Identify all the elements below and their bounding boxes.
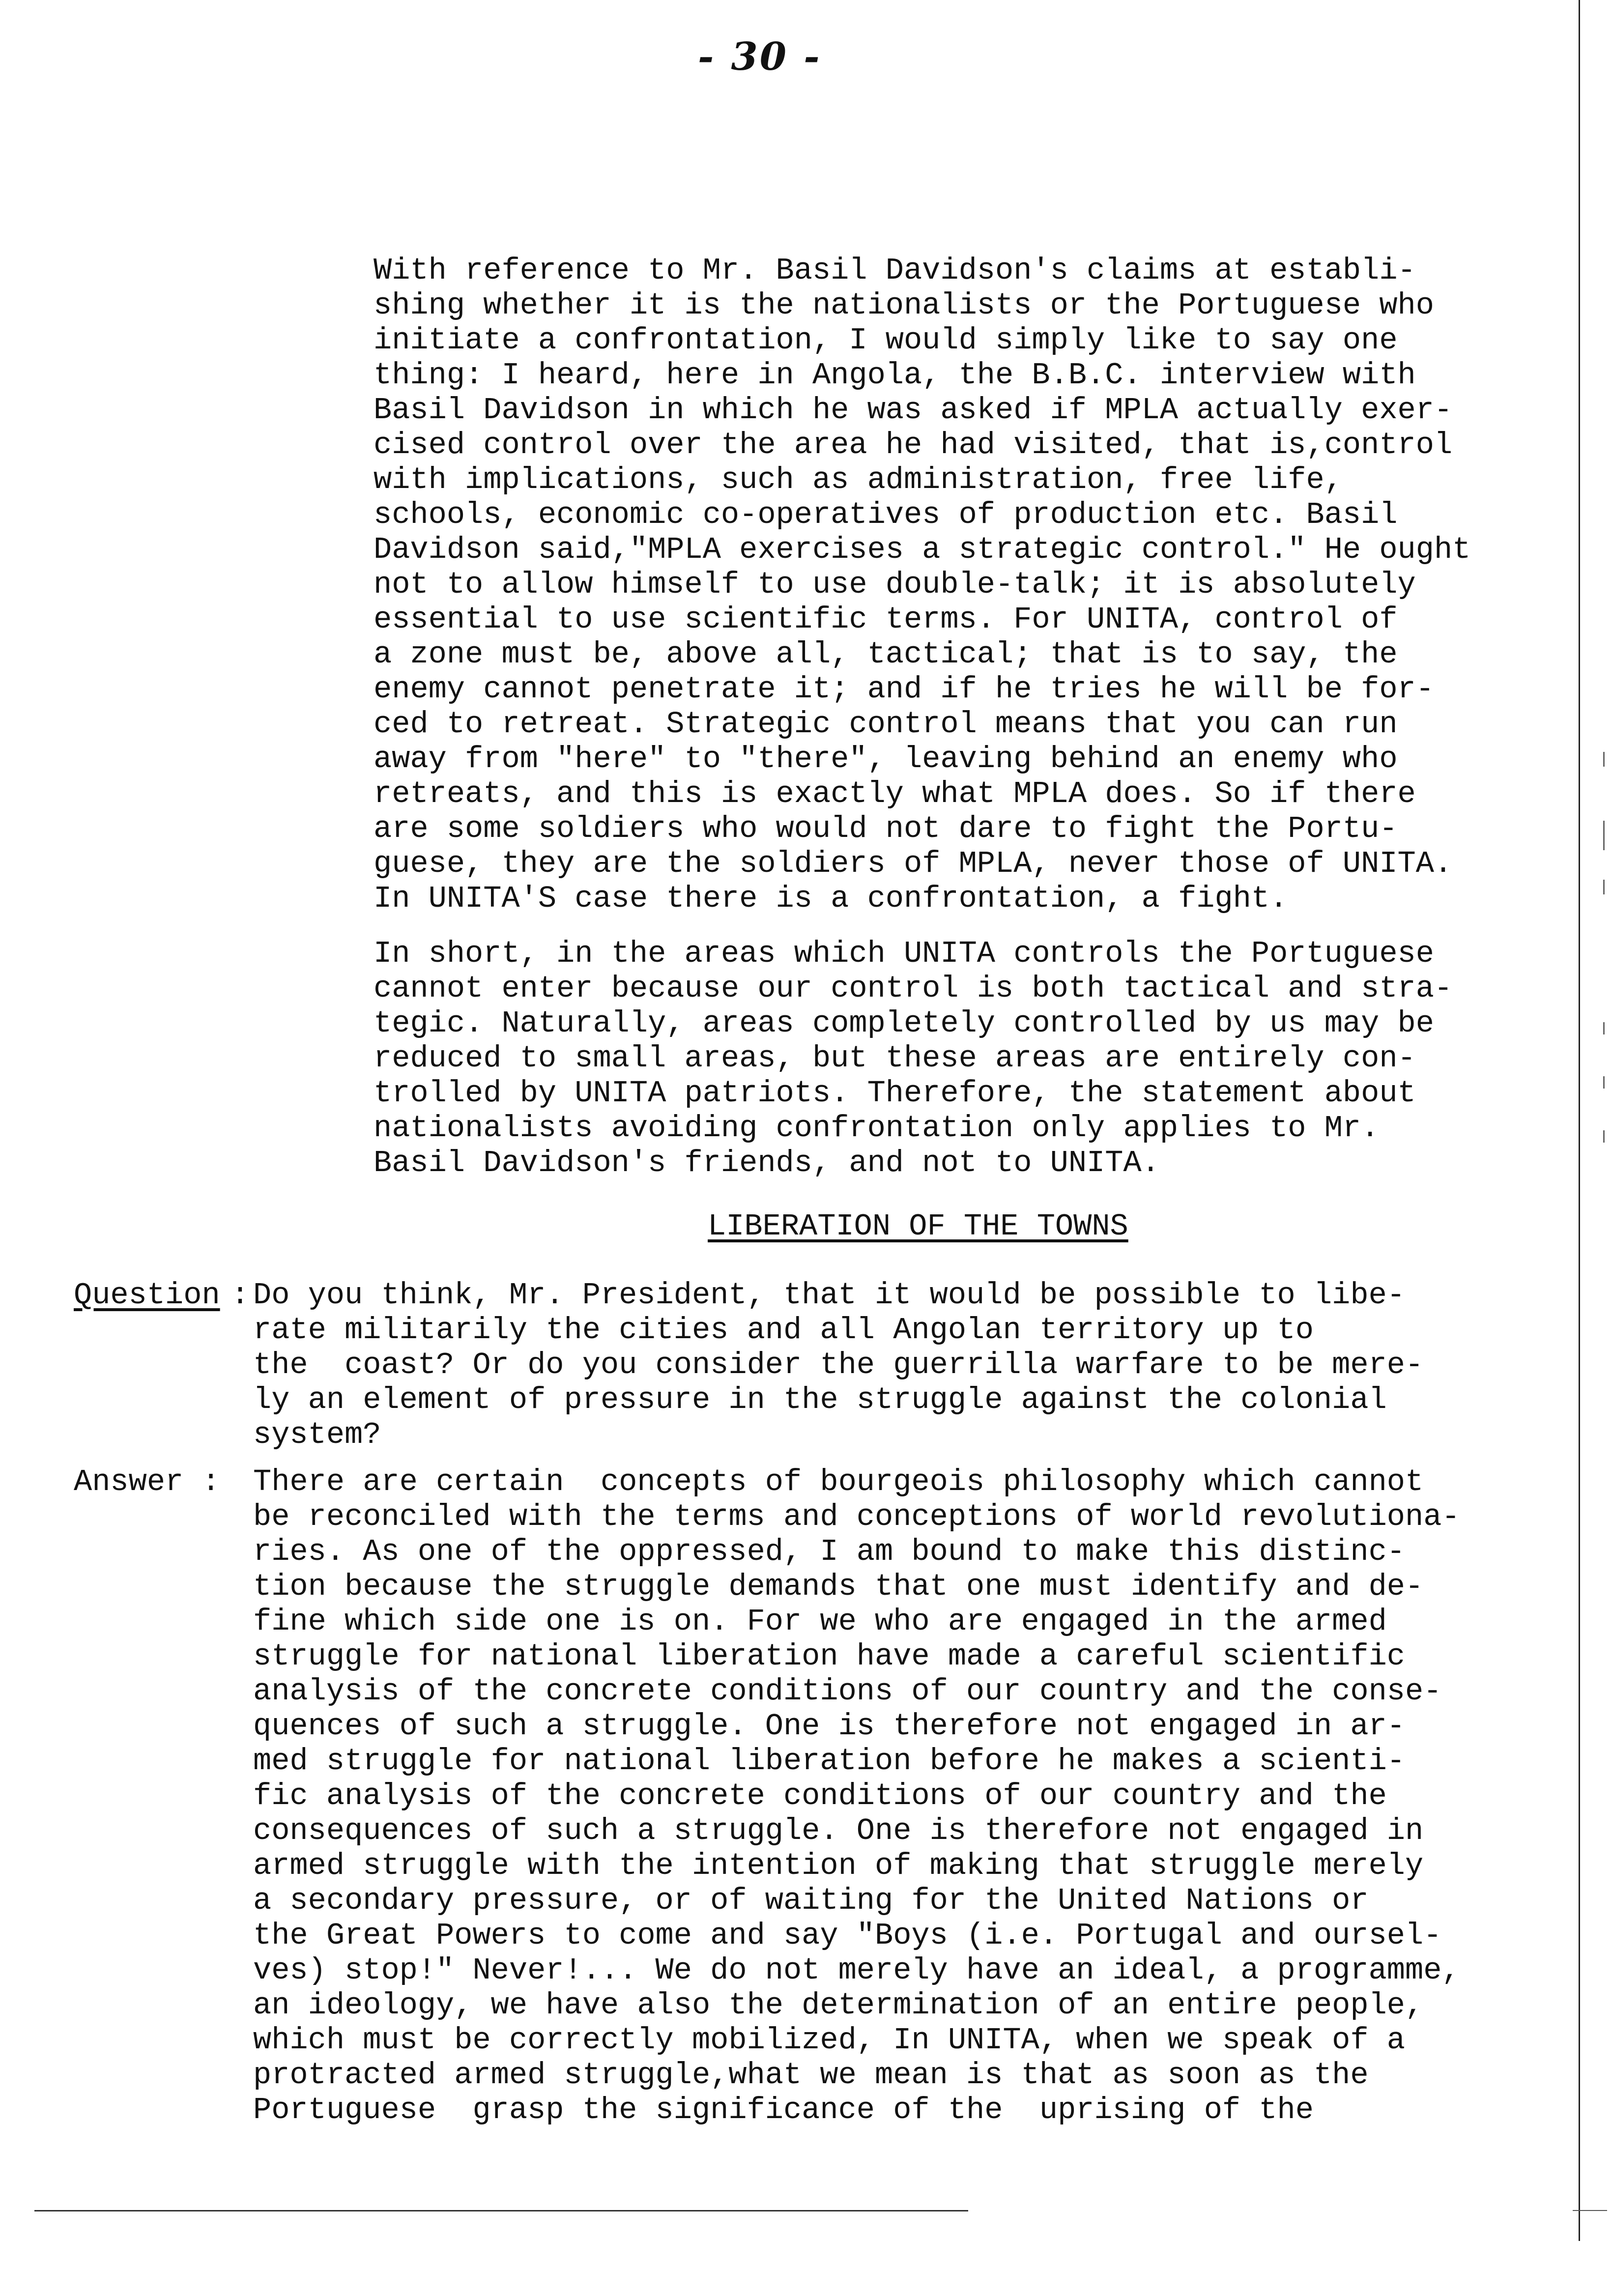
body-paragraph-2: In short, in the areas which UNITA controls the Portuguese cannot enter because our control is both tactical and stra- tegic. Naturally, areas completely controlled by us may be reduced to small areas, but these areas are entirely con- trolled by UNITA patriots. Therefore, the statement about nationalists avoiding confrontation only applies to Mr. Basil Davidson's friends, and not to UNITA. xyxy=(374,936,1453,1180)
answer-text: There are certain concepts of bourgeois philosophy which cannot be reconciled with the terms and conceptions of world revolutiona- ries. As one of the oppressed, I am bound to make this distinc- tion because the struggle demands that one must identify and de- fine which side one is on. For we who are engaged in the armed struggle for national liberation have made a careful scientific analysis of the concrete conditions of our country and the conse- quences of such a struggle. One is therefore not engaged in ar- med struggle for national liberation before he makes a scienti- fic analysis of the concrete conditions of our country and the consequences of such a struggle. One is therefore not engaged in armed struggle with the intention of making that struggle merely a secondary pressure, or of waiting for the United Nations or the Great Powers to come and say "Boys (i.e. Portugal and oursel- ves) stop!" Never!... We do not merely have an ideal, a programme, an ideology, we have also the determination of an entire people, which must be correctly mobilized, In UNITA, when we speak of a protracted armed struggle,what we mean is that as soon as the Portuguese grasp the significance of the uprising of the xyxy=(253,1464,1460,2127)
margin-mark xyxy=(1603,1076,1605,1089)
page-number: - 30 - xyxy=(698,34,822,79)
margin-mark xyxy=(1603,880,1605,894)
margin-mark xyxy=(1603,821,1605,850)
bottom-rule-right xyxy=(1573,2210,1607,2211)
section-heading: LIBERATION OF THE TOWNS xyxy=(708,1209,1128,1244)
body-paragraph-1: With reference to Mr. Basil Davidson's claims at establi- shing whether it is the nationalists or the Portuguese who initiate a confrontation, I would simply like to say one thing: I heard, here in Angola, the B.B.C. interview with Basil Davidson in which he was asked if MPLA actually exer- cised control over the area he had visited, that is,control with implications, such as administration, free life, schools, economic co-operatives of production etc. Basil Davidson said,"MPLA exercises a strategic control." He ought not to allow himself to use double-talk; it is absolutely essential to use scientific terms. For UNITA, control of a zone must be, above all, tactical; that is to say, the enemy cannot penetrate it; and if he tries he will be for- ced to retreat. Strategic control means that you can run away from "here" to "there", leaving behind an enemy who retreats, and this is exactly what MPLA does. So if there are some soldiers who would not dare to fight the Portu- guese, they are the soldiers of MPLA, never those of UNITA. In UNITA'S case there is a confrontation, a fight. xyxy=(374,253,1471,916)
answer-label: Answer : xyxy=(74,1464,220,1499)
margin-mark xyxy=(1603,752,1605,767)
question-text: Do you think, Mr. President, that it would be possible to libe- rate militarily the cities and all Angolan territory up to the coast? Or do you consider the guerrilla warfare to be mere- ly an element of pressure in the struggle against the colonial system? xyxy=(253,1278,1424,1452)
margin-mark xyxy=(1603,1022,1605,1034)
margin-mark xyxy=(1603,1130,1605,1143)
question-label: Question xyxy=(74,1278,220,1313)
bottom-rule xyxy=(34,2210,968,2211)
right-margin-rule xyxy=(1579,0,1580,2241)
question-colon: : xyxy=(231,1278,250,1313)
